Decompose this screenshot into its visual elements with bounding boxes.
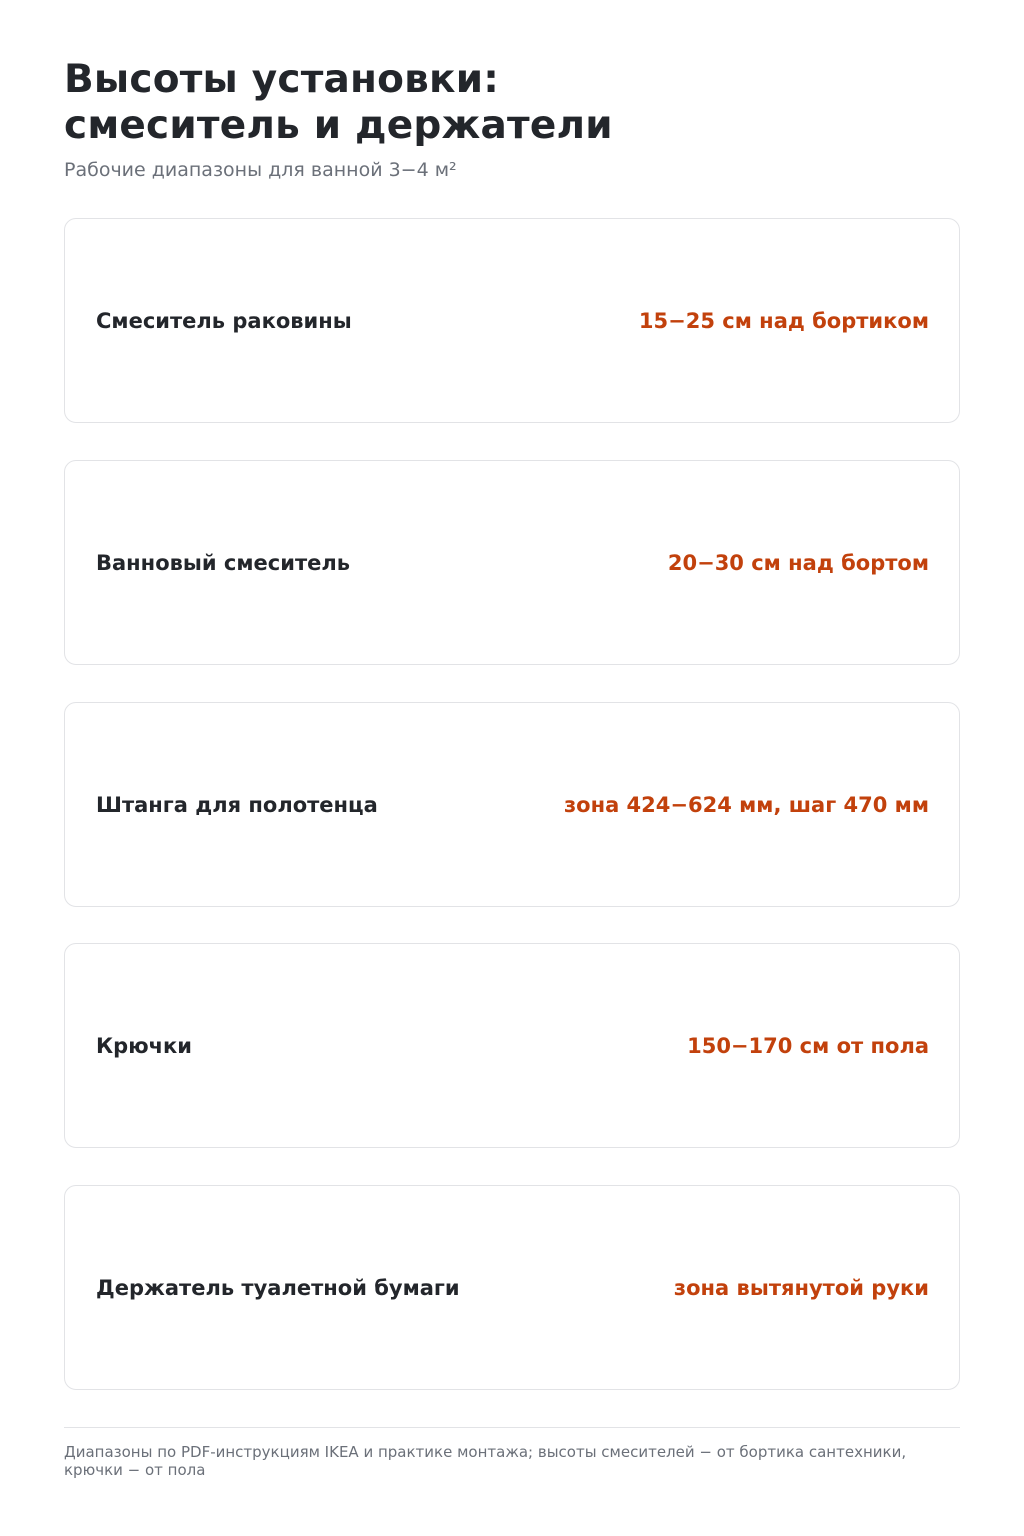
footer-divider bbox=[64, 1427, 960, 1428]
card-label: Смеситель раковины bbox=[96, 309, 352, 333]
card-label: Держатель туалетной бумаги bbox=[96, 1276, 460, 1300]
card-value: зона 424−624 мм, шаг 470 мм bbox=[563, 793, 929, 817]
footnote: Диапазоны по PDF-инструкциям IKEA и практике монтажа; высоты смесителей − от бортика сантехники, крючки − от пола bbox=[64, 1443, 907, 1479]
card-value: 150−170 см от пола bbox=[687, 1034, 929, 1058]
height-card-sink-faucet bbox=[64, 218, 960, 423]
card-label: Крючки bbox=[96, 1034, 192, 1058]
page-subtitle: Рабочие диапазоны для ванной 3−4 м² bbox=[64, 159, 457, 181]
page-title-line-1: Высоты установки: bbox=[64, 57, 500, 102]
card-value: 20−30 см над бортом bbox=[667, 551, 929, 575]
card-label: Штанга для полотенца bbox=[96, 793, 378, 817]
card-value: зона вытянутой руки bbox=[673, 1276, 929, 1300]
card-label: Ванновый смеситель bbox=[96, 551, 351, 575]
height-card-bath-faucet bbox=[64, 460, 960, 665]
height-card-hooks bbox=[64, 943, 960, 1148]
page-title-line-2: смеситель и держатели bbox=[64, 103, 613, 148]
card-value: 15−25 см над бортиком bbox=[638, 309, 929, 333]
page-title bbox=[64, 57, 960, 149]
height-card-toilet-paper-holder bbox=[64, 1185, 960, 1390]
height-card-towel-bar bbox=[64, 702, 960, 907]
